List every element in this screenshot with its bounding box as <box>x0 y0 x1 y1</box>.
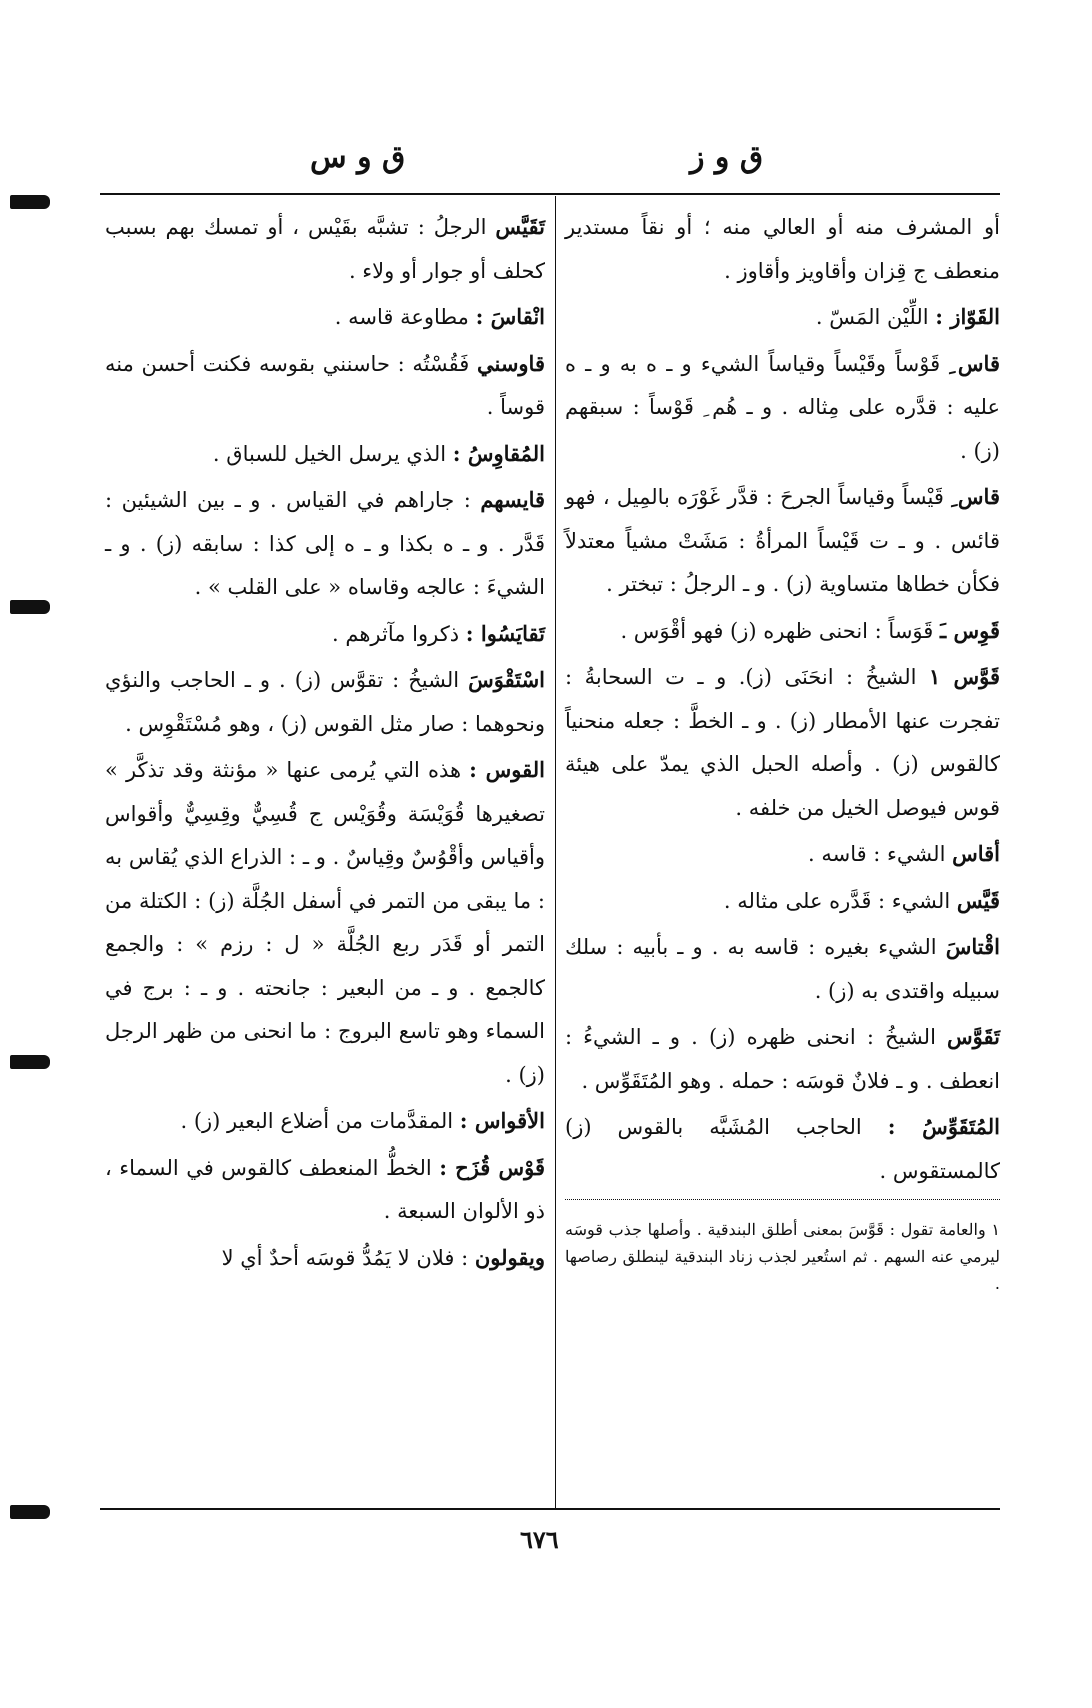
scan-margin-mark <box>10 600 50 614</box>
dictionary-entry: قَوْس قُزَح : الخطُّ المنعطف كالقوس في السماء ، ذو الألوان السبعة . <box>105 1154 545 1223</box>
dictionary-entry: الأقواس : المقدَّمات من أضلاع البعير (ز) . <box>180 1108 545 1133</box>
dictionary-entry: اسْتَقْوَسَ الشيخُ : تقوَّس (ز) . و ـ الحاجب والنؤي ونحوهما : صار مثل القوس (ز) ، وهو مُسْتَقْوِس . <box>105 667 545 736</box>
page-header-left: ق و س <box>310 140 406 175</box>
column-divider <box>555 196 556 1508</box>
dictionary-entry: قَوَّس ١ الشيخُ : انحَنَى (ز). و ـ ت السحابةُ : تفجرت عنها الأمطار (ز) . و ـ الخطَّ : جعله منحنياً كالقوس (ز) . وأصله الحبل الذي يمدّ على هيئة قوس فيوصل الخيل من خلفه . <box>565 664 1001 820</box>
page-number: ٦٧٦ <box>520 1525 559 1554</box>
dictionary-entry: قايسهم : جاراهم في القياس . و ـ بين الشيئين : قَدَّر . و ـ ه بكذا و ـ ه إلى كذا : سابقه (ز) . و ـ الشيءَ : عالجه وقاساه « على القلب » . <box>105 487 545 599</box>
dictionary-entry: قاوسني فَقُسْتُه : حاسنني بقوسه فكنت أحسن منه قوساً . <box>105 350 545 419</box>
page-header-right: ق و ز <box>690 140 764 175</box>
dictionary-entry: قاس ِ قَيْساً وقياساً الجرحَ : قدَّر غَوْرَه بالمِيل ، فهو قائس . و ـ ت قَيْساً المرأةُ : مَشَتْ مشياً معتدلاً فكأن خطاها متساوية (ز) . و ـ الرجلُ : تبختر . <box>565 484 1000 596</box>
dictionary-entry: تَقَيَّس الرجلُ : تشبَّه بقَيْس ، أو تمسك بهم بسبب كحلف أو جوار أو ولاء . <box>105 214 545 283</box>
dictionary-entry: تَقَوَّس الشيخُ : انحنى ظهره (ز) . و ـ الشيءُ : انعطف . و ـ فلانٌ قوسَه : حمله . وهو المُتَقَوِّس . <box>565 1024 1000 1093</box>
dictionary-entry: قَيَّس الشيء : قَدَّره على مثاله . <box>723 887 1000 913</box>
dictionary-entry: اقْتاسَ الشيء بغيره : قاسه به . و ـ بأبيه : سلك سبيله واقتدى به (ز) . <box>565 934 1000 1003</box>
left-column <box>105 205 545 1282</box>
dictionary-entry: تَقايَسُوا : ذكروا مآثرهم . <box>332 620 545 646</box>
dictionary-entry: ويقولون : فلان لا يَمُدُّ قوسَه أحدٌ أي لا <box>221 1244 545 1270</box>
dictionary-entry: قَوِس ـَ قَوَساً : انحنى ظهره (ز) فهو أقْوَس . <box>620 617 1000 643</box>
top-rule <box>100 193 1000 195</box>
footnote-separator <box>565 1199 1000 1200</box>
scan-margin-mark <box>10 1055 50 1069</box>
dictionary-entry: القوس : هذه التي يُرمى عنها « مؤنثة وقد تذكَّر » تصغيرها قُوَيْسَة وقُوَيْس ج قُسِيٌّ وقِسِيٌّ وأقواس وأقياس وأقْوُسٌ وقِياسٌ . و ـ : الذراع الذي يُقاس به : ما يبقى من التمر في أسفل الجُلَّة (ز) : الكتلة من التمر أو قَدَر ربع الجُلَّة « ل : رزم » : والجمع كالجمع . و ـ من البعير : جانحته . و ـ : برج في السماء وهو تاسع البروج : ما انحنى من ظهر الرجل (ز) . <box>105 757 545 1087</box>
dictionary-entry: القَوّاز : اللِّيْن المَسّ . <box>815 304 1000 329</box>
dictionary-entry: المُتَقَوِّسُ : الحاجب المُشَبَّه بالقوس (ز) كالمستقوس . <box>565 1114 1001 1183</box>
scan-margin-mark <box>10 1505 50 1519</box>
scan-margin-mark <box>10 195 50 209</box>
dictionary-entry: المُقاوِسُ : الذي يرسل الخيل للسباق . <box>212 440 545 466</box>
dictionary-entry: أو المشرف منه أو العالي منه ؛ أو نقاً مستدير منعطف ج قِزان وأقاويز وأقاوز . <box>565 215 1000 283</box>
bottom-rule <box>100 1508 1000 1510</box>
footnote: ١ والعامة تقول : قَوَّسَ بمعنى أطلق البندقية . وأصلها جذب قوسَه ليرمي عنه السهم . ثم استُعير لجذب زناد البندقية لينطلق رصاصها . <box>565 1220 1000 1293</box>
right-column <box>565 205 1000 1313</box>
dictionary-entry: انْقاسَ : مطاوعة قاسه . <box>334 304 545 329</box>
dictionary-entry: قاس ِ قَوْساً وقَيْساً وقياساً الشيء و ـ ه به و ـ ه عليه : قدَّره على مِثاله . و ـ هُم ِ قَوْساً : سبقهم (ز) . <box>565 350 1000 463</box>
dictionary-entry: أقاس الشيء : قاسه . <box>807 841 1000 866</box>
